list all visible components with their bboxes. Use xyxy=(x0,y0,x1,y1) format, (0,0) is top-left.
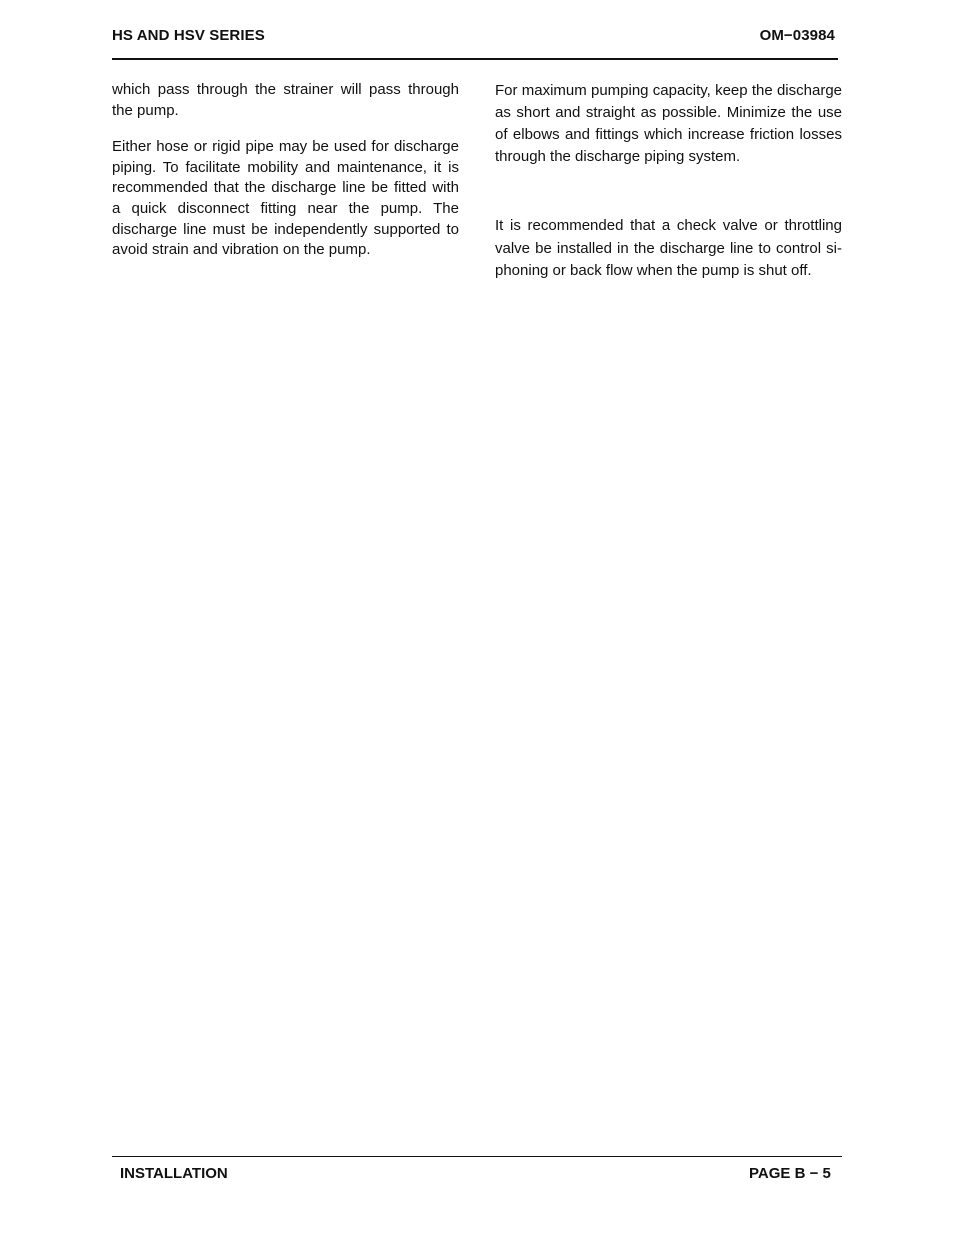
header-divider xyxy=(112,58,838,60)
left-paragraph-strainer: which pass through the strainer will pass through the pump. xyxy=(112,81,459,119)
right-text-column xyxy=(495,80,842,283)
section-name: INSTALLATION xyxy=(120,1165,228,1182)
right-paragraph-pumping-capacity: For maximum pumping capacity, keep the discharge as short and straight as possible. Minimize the use of elbows and fittings which increase friction losses through the discharge piping system. xyxy=(495,82,842,165)
document-number: OM−03984 xyxy=(759,27,835,44)
footer-divider xyxy=(112,1156,842,1157)
left-paragraph-discharge-piping: Either hose or rigid pipe may be used for discharge piping. To facilitate mobility and maintenance, it is recommended that the discharge line be fitted with a quick disconnect fitting near the pump. The discharge line must be independently supported to avoid strain and vibration on the pump. xyxy=(112,138,459,259)
page-number: PAGE B − 5 xyxy=(749,1165,831,1182)
page-header xyxy=(112,22,838,50)
left-text-column xyxy=(112,80,459,261)
series-title: HS AND HSV SERIES xyxy=(112,27,265,44)
right-paragraph-check-valve: It is recommended that a check valve or throttling valve be installed in the discharge line to control siphoning or back flow when the pump is shut off. xyxy=(495,217,842,280)
